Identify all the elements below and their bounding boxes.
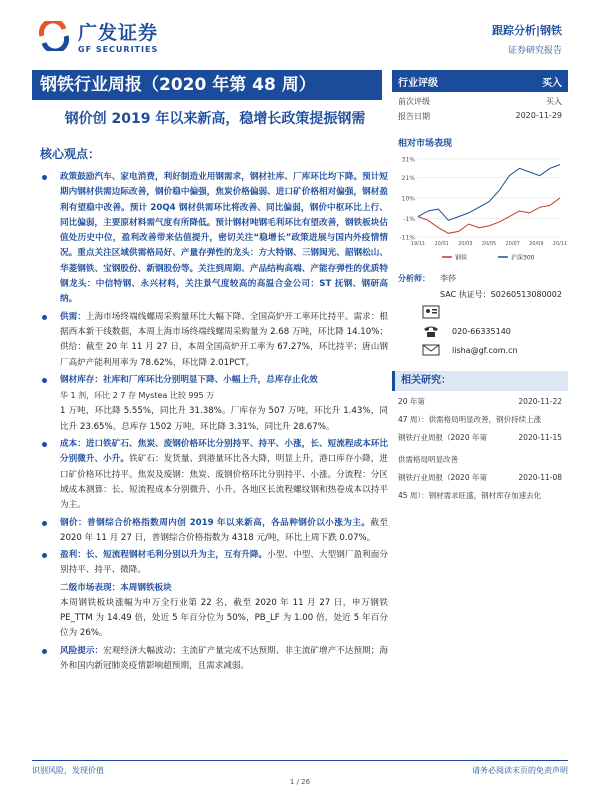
related-item[interactable]: 45 周）：钢材需求旺盛，钢材库存加速去化 [398, 491, 542, 500]
analyst-block [392, 273, 568, 357]
phone-icon [422, 324, 440, 338]
bullet-icon [42, 521, 47, 526]
paragraph-profit: 盈利：长、短流程钢材毛利分别以升为主，互有升降。小型、中型、大型钢厂盈利面分别持平、持平、微降。 [32, 548, 388, 579]
paragraph-summary: 政策鼓励汽车、家电消费，利好制造业用钢需求，钢材社库、厂库环比均下降。预计短期内钢材供需边际改善，钢价稳中偏强，焦炭价格偏弱、进口矿价格相对偏强，钢材盈利有望稳中改善。预计 20Q4 钢材供需环比将改善、同比偏弱，钢价中枢环比上行、同比偏弱，主要原材料需气度有所降低。预计钢材吨钢毛利环比有望改善，钢铁板块估值处历史中位，盈利改善带来估值提升，密切关注“稳增长”政策进展与国内外疫情情况。重点关注区域供需格局好、产量存弹性的龙头：方大特钢、三钢闽光、韶钢松山、华菱钢铁、宝钢股份、新钢股份等。关注到周期、产品结构高端、产能存弹性的优质特钢龙头：中信特钢、永兴材料，关注景气度较高的高温合金公司：ST 抚钢、钢研高纳。 [32, 170, 388, 308]
x-tick-label: 20/11 [552, 241, 568, 247]
bullet-icon [42, 553, 47, 558]
legend-label: 沪深300 [511, 254, 535, 262]
page-subtitle: 钢价创 2019 年以来新高，稳增长政策提振钢需 [64, 111, 366, 127]
x-tick-label: 20/07 [505, 241, 520, 247]
footer [32, 760, 568, 776]
related-item[interactable]: 2020-11-22 20 年第 [398, 397, 562, 406]
logo-icon [38, 21, 72, 51]
x-tick-label: 20/09 [529, 241, 544, 247]
y-tick-label: 10% [401, 195, 415, 203]
paragraph-risk: 风险提示：宏观经济大幅波动；主流矿产量完成不达预期、非主流矿增产不达预期；海外和国内新冠肺炎疫情影响超预期，且需求减弱。 [32, 644, 388, 675]
report-category: 跟踪分析|钢铁 [491, 24, 562, 37]
sac-number: SAC 执证号：S0260513080002 [440, 290, 562, 299]
series-line-hs300 [418, 165, 560, 221]
legend-label: 钢铁 [455, 254, 468, 262]
report-date-row: 报告日期 2020-11-29 [398, 111, 562, 121]
bullet-icon [42, 649, 47, 654]
analyst-label: 分析师： [398, 274, 430, 283]
company-logo [38, 18, 158, 54]
paragraph-inventory: 钢材库存：社库和厂库环比分别明显下降、小幅上升，总库存止化效 华 1 剂，环比 2 7 存 Mystea 比较 995 万 1 万吨，环比降 5.55%，同比升 31.38%。厂库存为 507 万吨，环比升 1.43%，同比升 23.65%。总库存 1502 万吨，环比降 3.31%，同比升 28.67%。 [32, 373, 388, 435]
sidebar [392, 70, 568, 503]
y-tick-label: 31% [401, 156, 415, 164]
id-card-icon [422, 305, 440, 319]
analyst-name: 李莎 [440, 274, 456, 283]
x-tick-label: 20/05 [481, 241, 497, 247]
core-heading: 核心观点： [40, 147, 101, 161]
y-tick-label: 21% [401, 175, 415, 183]
market-subheading: 二级市场表现：本周钢铁板块 [60, 582, 172, 593]
relative-performance-chart [392, 153, 568, 265]
email-icon [422, 343, 440, 357]
email-link[interactable]: lisha@gf.com.cn [452, 345, 518, 355]
related-item[interactable]: 2020-11-15 钢铁行业周报（2020 年第 [398, 433, 562, 442]
bullet-icon [42, 378, 47, 383]
y-tick-label: -11% [399, 234, 415, 242]
x-tick-label: 20/03 [458, 241, 473, 247]
related-item[interactable]: 供需格局明显改善 [398, 455, 458, 464]
paragraph-cost: 成本：进口铁矿石、焦炭、废钢价格环比分别持平、持平、小涨，长、短流程成本环比分别微升、小升。铁矿石：发货量、到港量环比各大降，明显上升，港口库存小降，进口矿价格环比持平。焦炭及废钢：焦炭、废钢价格环比分别持平、小涨。分流程：分区域成本测算：长、短流程成本分别微升、小升。各地区长流程螺纹钢和热卷成本以持平为主。 [32, 437, 388, 513]
related-item[interactable]: 2020-11-08 钢铁行业周报（2020 年第 [398, 473, 562, 482]
page-title: 钢铁行业周报（2020 年第 48 周） [32, 70, 382, 100]
paragraph-price: 钢价：普钢综合价格指数周内创 2019 年以来新高，各品种钢价以小涨为主。截至 2020 年 11 月 27 日，普钢综合价格指数为 4318 元/吨，环比上周下跌 0.07%。 [32, 516, 388, 547]
rating-label: 行业评级 [398, 77, 438, 89]
report-type: 证券研究报告 [507, 46, 562, 56]
main-content [32, 145, 388, 676]
phone-number: 020-66335140 [452, 326, 511, 336]
related-research-title: 相关研究： [392, 371, 568, 391]
y-tick-label: -1% [403, 215, 415, 223]
bullet-icon [42, 315, 47, 320]
series-line-steel [418, 198, 560, 233]
paragraph-market: 本周钢铁板块涨幅为申万全行业第 22 名，截至 2020 年 11 月 27 日，申万钢铁 PE_TTM 为 14.49 倍，处近 5 年百分位为 50%，PB_LF 为 1.00 倍，处近 5 年百分位为 26%。 [60, 597, 388, 639]
logo-en: GF SECURITIES [78, 45, 159, 54]
rating-value: 买入 [542, 77, 562, 89]
x-tick-label: 19/11 [410, 241, 426, 247]
overlap-text: 华 1 剂，环比 2 7 存 Mystea 比较 995 万 [60, 391, 215, 401]
logo-cn: 广发证券 [78, 22, 159, 44]
paragraph-supply-demand: 供需：上海市场终端线螺周采购量环比大幅下降、全国高炉开工率环比持平。需求：根据西本新干线数据，本周上海市场终端线螺周采购量为 2.68 万吨，环比降 14.10%；供给：截至 20 年 11 月 27 日，本周全国高炉开工率为 67.27%，环比持平；唐山钢厂高炉产能利用率为 78.62%，环比降 2.01PCT。 [32, 310, 388, 371]
x-tick-label: 20/01 [434, 241, 449, 247]
related-item[interactable]: 47 周）：供需格局明显改善，钢价持续上涨 [398, 415, 542, 424]
prev-rating-row: 前次评级 买入 [398, 97, 562, 106]
rating-bar [392, 70, 568, 92]
bullet-icon [42, 442, 47, 447]
bullet-icon [42, 175, 47, 180]
market-chart-title: 相对市场表现 [398, 139, 453, 149]
footer-right: 请务必阅读末页的免责声明 [472, 766, 568, 775]
page-number: 1 / 26 [289, 778, 311, 786]
footer-left: 识别风险，发现价值 [32, 766, 104, 775]
